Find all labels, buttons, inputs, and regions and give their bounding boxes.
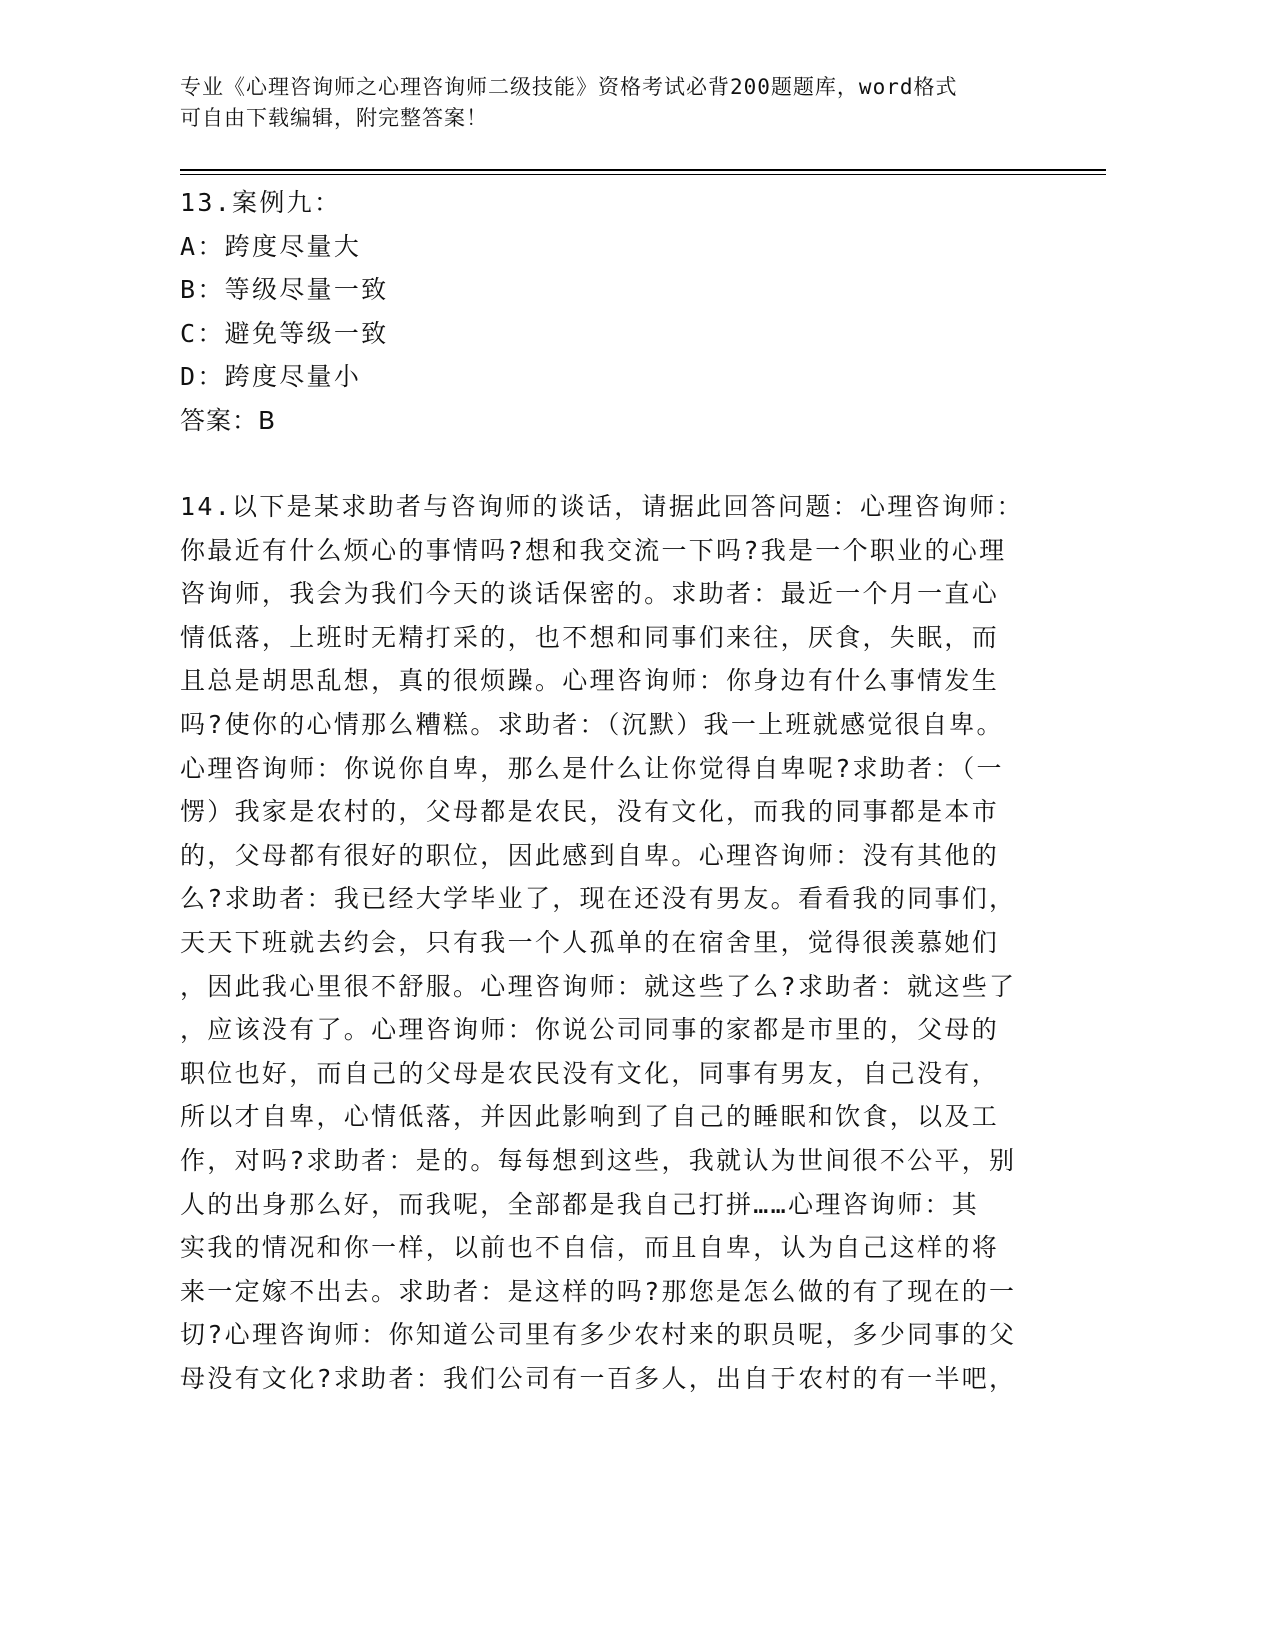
question-13 xyxy=(180,181,388,443)
question-text-line: 职位也好，而自己的父母是农民没有文化，同事有男友，自己没有， xyxy=(180,1058,1000,1088)
question-text-line: 切?心理咨询师：你知道公司里有多少农村来的职员呢，多少同事的父 xyxy=(180,1320,1017,1350)
document-header xyxy=(180,72,958,134)
question-text-line: 情低落，上班时无精打采的，也不想和同事们来往，厌食，失眠，而 xyxy=(180,622,1000,652)
question-text-line: 么?求助者：我已经大学毕业了，现在还没有男友。看看我的同事们， xyxy=(180,884,1017,914)
question-text-line: 愣）我家是农村的，父母都是农民，没有文化，而我的同事都是本市 xyxy=(180,797,1000,827)
question-text-line: 天天下班就去约会，只有我一个人孤单的在宿舍里，觉得很羡慕她们 xyxy=(180,927,1000,957)
option-d: D：跨度尽量小 xyxy=(180,362,362,392)
question-title: 13.案例九： xyxy=(180,188,342,217)
question-text-line: 咨询师，我会为我们今天的谈话保密的。求助者：最近一个月一直心 xyxy=(180,579,1000,609)
question-text-line: 实我的情况和你一样，以前也不自信，而且自卑，认为自己这样的将 xyxy=(180,1233,1000,1263)
header-line: 专业《心理咨询师之心理咨询师二级技能》资格考试必背200题题库，word格式 xyxy=(180,75,958,99)
header-divider-thin xyxy=(180,174,1106,175)
question-text-line: 且总是胡思乱想，真的很烦躁。心理咨询师：你身边有什么事情发生 xyxy=(180,666,1000,696)
option-a: A：跨度尽量大 xyxy=(180,231,362,261)
question-text-line: 作，对吗?求助者：是的。每每想到这些，我就认为世间很不公平，别 xyxy=(180,1145,1017,1175)
option-b: B：等级尽量一致 xyxy=(180,275,389,305)
question-text-line: ，应该没有了。心理咨询师：你说公司同事的家都是市里的，父母的 xyxy=(180,1015,1000,1045)
question-text-line: 14.以下是某求助者与咨询师的谈话，请据此回答问题：心理咨询师： xyxy=(180,492,1024,521)
question-text-line: 你最近有什么烦心的事情吗?想和我交流一下吗?我是一个职业的心理 xyxy=(180,535,1007,565)
question-text-line: 所以才自卑，心情低落，并因此影响到了自己的睡眠和饮食，以及工 xyxy=(180,1102,1000,1132)
question-14 xyxy=(180,485,1024,1400)
question-text-line: 来一定嫁不出去。求助者：是这样的吗?那您是怎么做的有了现在的一 xyxy=(180,1276,1017,1306)
question-text-line: 母没有文化?求助者：我们公司有一百多人，出自于农村的有一半吧， xyxy=(180,1363,1017,1393)
question-text-line: ，因此我心里很不舒服。心理咨询师：就这些了么?求助者：就这些了 xyxy=(180,971,1017,1001)
question-text-line: 吗?使你的心情那么糟糕。求助者：（沉默）我一上班就感觉很自卑。 xyxy=(180,709,1004,739)
question-text-line: 心理咨询师：你说你自卑，那么是什么让你觉得自卑呢?求助者：（一 xyxy=(180,753,1004,783)
question-text-line: 的，父母都有很好的职位，因此感到自卑。心理咨询师：没有其他的 xyxy=(180,840,1000,870)
header-line: 可自由下载编辑，附完整答案！ xyxy=(180,106,488,130)
option-c: C：避免等级一致 xyxy=(180,318,389,348)
question-text-line: 人的出身那么好，而我呢，全部都是我自己打拼……心理咨询师：其 xyxy=(180,1189,980,1219)
header-divider xyxy=(180,169,1106,171)
answer: 答案：B xyxy=(180,405,277,435)
